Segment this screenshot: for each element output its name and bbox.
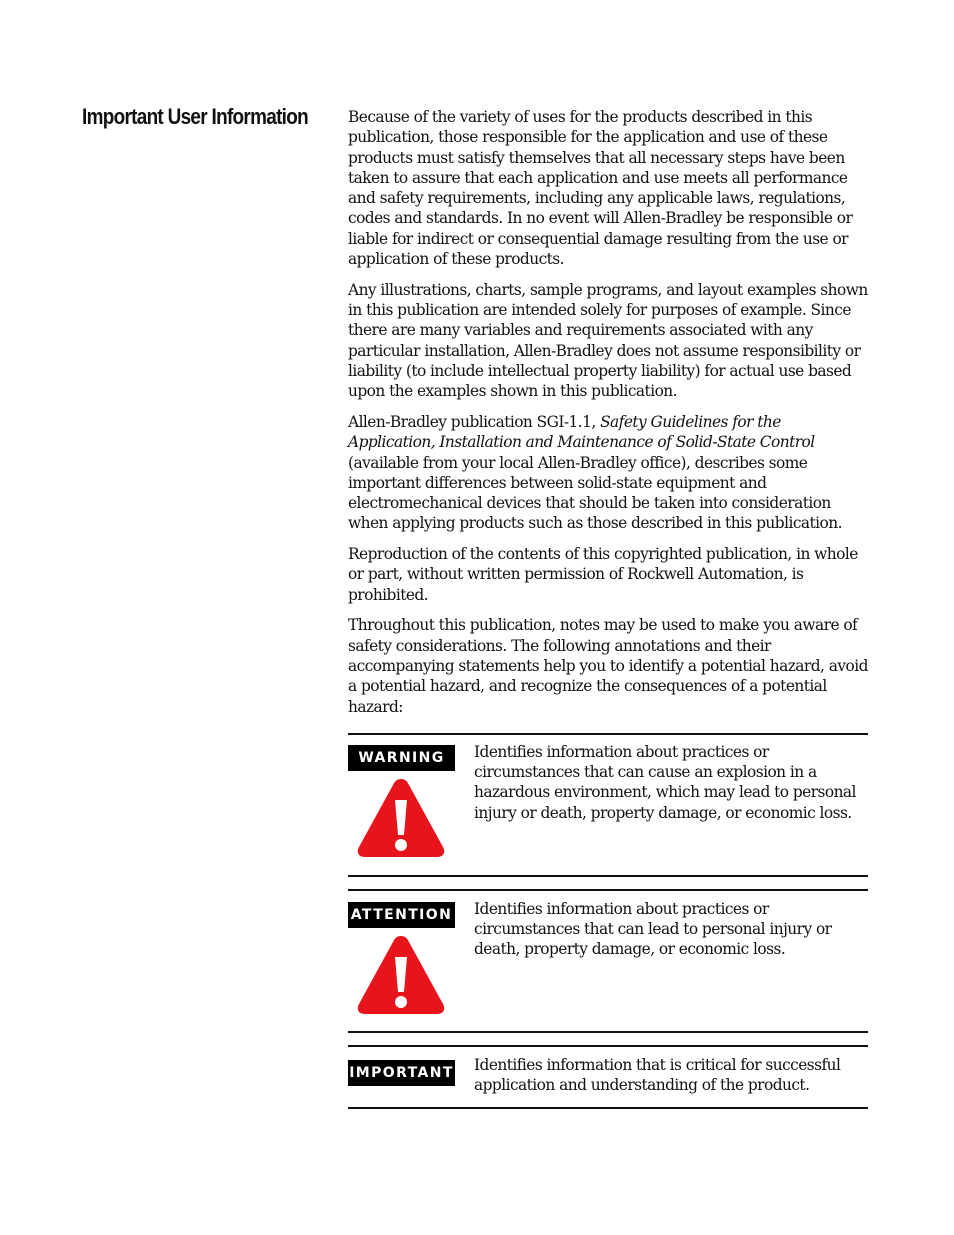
publication-title: Safety Guidelines for the Application, Installation and Maintenance of Solid-State Control	[348, 412, 815, 452]
attention-text: Identifies information about practices or circumstances that can lead to personal injury or death, property damage, or economic loss.	[474, 899, 832, 959]
paragraph-safety-guidelines	[348, 412, 868, 534]
important-notice	[348, 1045, 868, 1109]
paragraph-text: Allen-Bradley publication SGI-1.1,	[348, 412, 601, 431]
paragraph-disclaimer: Because of the variety of uses for the products described in this publication, those responsible for the application and use of these products must satisfy themselves that all necessary steps have been taken to assure that each application and use meets all performance and safety requirements, including any applicable laws, regulations, codes and standards. In no event will Allen-Bradley be responsible or liable for indirect or consequential damage resulting from the use or application of these products.	[348, 108, 853, 269]
important-text: Identifies information that is critical for successful application and understanding of the product.	[474, 1055, 841, 1095]
warning-text: Identifies information about practices or circumstances that can cause an explosion in a hazardous environment, which may lead to personal injury or death, property damage, or economic loss.	[474, 742, 856, 822]
important-label: IMPORTANT	[348, 1060, 455, 1086]
paragraph-illustrations: Any illustrations, charts, sample programs, and layout examples shown in this publication are intended solely for purposes of example. Since there are many variables and requirements associated with any particular installation, Allen-Bradley does not assume responsibility or liability (to include intellectual property liability) for actual use based upon the examples shown in this publication.	[348, 280, 868, 401]
attention-notice	[348, 889, 868, 1033]
paragraph-reproduction: Reproduction of the contents of this copyrighted publication, in whole or part, without written permission of Rockwell Automation, is prohibited.	[348, 545, 858, 604]
warning-label: WARNING	[348, 745, 455, 771]
page-title: Important User Information	[82, 104, 308, 129]
body-column	[348, 107, 868, 1109]
warning-notice	[348, 733, 868, 877]
hazard-triangle-icon	[355, 775, 447, 861]
attention-label: ATTENTION	[348, 902, 455, 928]
hazard-triangle-icon	[355, 932, 447, 1018]
paragraph-text: (available from your local Allen-Bradley office), describes some important differences between solid-state equipment and electromechanical devices that should be taken into consideration when applying products such as those described in this publication.	[348, 453, 842, 533]
paragraph-annotations: Throughout this publication, notes may be used to make you aware of safety considerations. The following annotations and their accompanying statements help you to identify a potential hazard, avoid a potential hazard, and recognize the consequences of a potential hazard:	[348, 616, 868, 716]
